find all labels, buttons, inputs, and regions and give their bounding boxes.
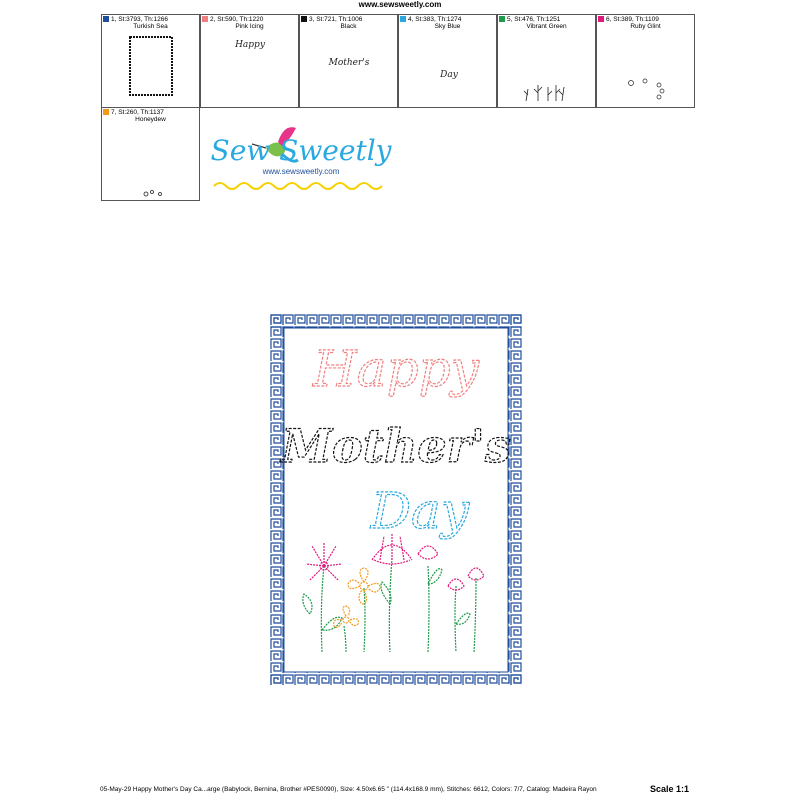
thread-cell-3 [299, 14, 398, 108]
thumb-text: Day [440, 70, 458, 80]
thread-grid [101, 14, 698, 201]
stems-thumbnail [498, 15, 597, 109]
day-text: Day [370, 482, 470, 540]
flowers-thumbnail [597, 15, 696, 109]
logo-brand: Sew Sweetly [210, 134, 392, 167]
site-url: www.sewsweetly.com [358, 0, 442, 9]
thread-name: Pink Icing [235, 23, 264, 30]
thread-cell-4 [398, 14, 497, 108]
thread-name: Turkish Sea [133, 23, 168, 30]
thread-name: Honeydew [135, 116, 166, 123]
footer-description: Happy Mother's Day Ca...arge (Babylock, Bernina, Brother #PES0090), Size: 4.50x6.65 " (114.4x168.9 mm), Stitches: 6612, Colors: 7/7, Catalog: Madeira Rayon [132, 786, 597, 793]
thread-info: 7, St:260, Th:1137 [111, 109, 164, 116]
happy-thumbnail [201, 15, 300, 109]
thread-info: 2, St:590, Th:1220 [210, 16, 264, 23]
day-thumbnail [399, 15, 498, 109]
footer-info [100, 786, 597, 794]
scale-label: Scale 1:1 [650, 784, 690, 794]
mothers-thumbnail [300, 15, 399, 109]
logo-url: www.sewsweetly.com [262, 167, 340, 176]
flower-centers-thumbnail [102, 108, 201, 202]
thread-cell-6 [596, 14, 695, 108]
thread-name: Ruby Glint [630, 23, 661, 30]
thread-name: Vibrant Green [526, 23, 567, 30]
happy-text: Happy [313, 340, 479, 398]
thread-name: Sky Blue [434, 23, 461, 30]
thread-info: 4, St:383, Th:1274 [408, 16, 462, 23]
sewsweetly-logo [206, 120, 396, 200]
wave-divider [214, 183, 382, 189]
thread-info: 1, St:3793, Th:1266 [111, 16, 168, 23]
thread-cell-5 [497, 14, 596, 108]
thread-cell-7 [101, 107, 200, 201]
thread-info: 5, St:476, Th:1251 [507, 16, 561, 23]
thread-name: Black [340, 23, 357, 30]
frame-thumbnail [102, 15, 201, 109]
thread-cell-1 [101, 14, 200, 108]
embroidery-design [270, 314, 522, 686]
thread-info: 6, St:389, Th:1109 [606, 16, 659, 23]
thumb-text: Happy [235, 40, 265, 50]
footer-filename: 05-May-29 [100, 786, 132, 793]
mothers-text: Mother's [281, 419, 511, 473]
thumb-text: Mother's [328, 58, 370, 68]
thread-cell-2 [200, 14, 299, 108]
thread-info: 3, St:721, Th:1006 [309, 16, 363, 23]
